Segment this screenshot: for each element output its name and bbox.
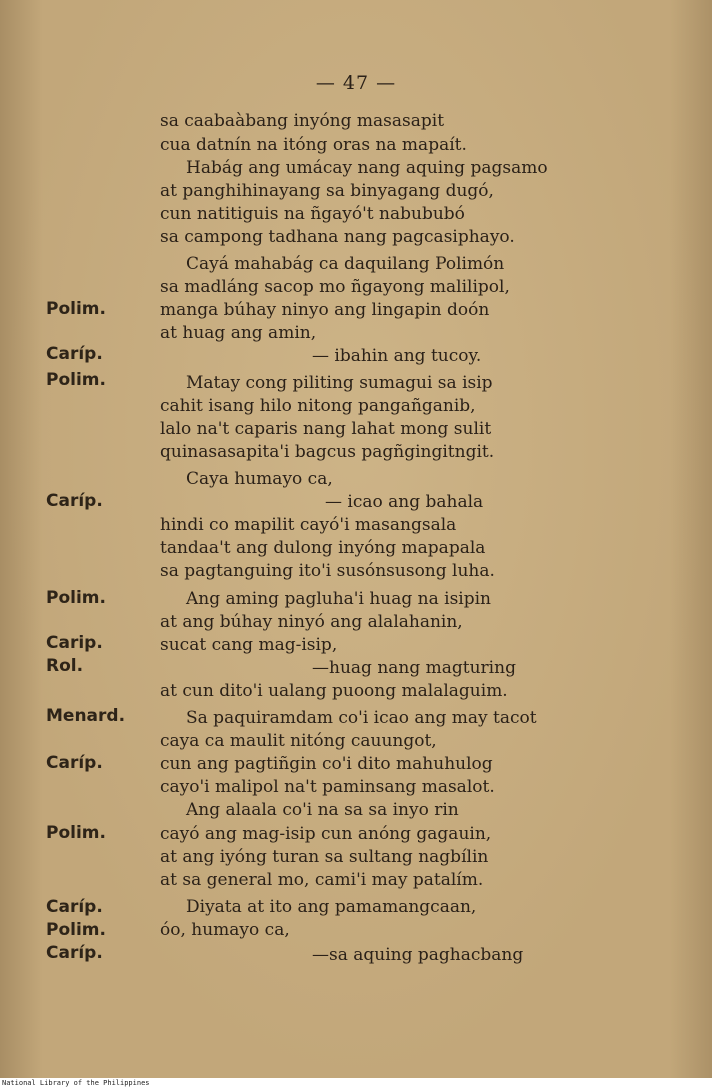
speaker-name: Caríp. [46, 344, 103, 364]
verse-line: at panghihinayang sa binyagang dugó, [160, 181, 494, 201]
speaker-name: Polim. [46, 920, 106, 940]
verse-line: at cun dito'i ualang puoong malalaguim. [160, 681, 508, 701]
verse-line: Diyata at ito ang pamamangcaan, [186, 897, 477, 917]
verse-line: lalo na't caparis nang lahat mong sulit [160, 419, 492, 439]
speaker-name: Carip. [46, 633, 103, 653]
speaker-name: Polim. [46, 823, 106, 843]
speaker-name: Caríp. [46, 897, 103, 917]
verse-line: at ang iyóng turan sa sultang nagbílin [160, 847, 489, 867]
verse-line: Ang alaala co'i na sa sa inyo rin [186, 800, 459, 820]
verse-line: at huag ang amin, [160, 323, 317, 343]
speaker-name: Caríp. [46, 491, 103, 511]
verse-line: cayó ang mag-isip cun anóng gagauin, [160, 824, 492, 844]
verse-line: cua datnín na itóng oras na mapaít. [160, 135, 467, 155]
speaker-name: Polim. [46, 299, 106, 319]
verse-line: at sa general mo, cami'i may patalím. [160, 870, 484, 890]
page-number: — 47 — [315, 72, 397, 94]
speaker-name: Caríp. [46, 753, 103, 773]
verse-line: cayo'i malipol na't paminsang masalot. [160, 777, 495, 797]
verse-line: Ang aming pagluha'i huag na isipin [186, 589, 491, 609]
verse-line: sa caabaàbang inyóng masasapit [160, 111, 445, 131]
verse-line: sa madláng sacop mo ñgayong malilipol, [160, 277, 510, 297]
verse-line: cun natitiguis na ñgayó't nabububó [160, 204, 465, 224]
verse-line: Matay cong piliting sumagui sa isip [186, 373, 493, 393]
verse-line: at ang búhay ninyó ang alalahanin, [160, 612, 463, 632]
verse-line: caya ca maulit nitóng cauungot, [160, 731, 437, 751]
speaker-name: Caríp. [46, 943, 103, 963]
verse-line: hindi co mapilit cayó'i masangsala [160, 515, 457, 535]
verse-line: Caya humayo ca, [186, 469, 333, 489]
verse-line: —huag nang magturing [312, 658, 516, 678]
footer-text: National Library of the Philippines [2, 1079, 150, 1087]
verse-line: — icao ang bahala [325, 492, 484, 512]
verse-line: quinasasapita'i bagcus pagñgingitngit. [160, 442, 495, 462]
verse-line: Cayá mahabág ca daquilang Polimón [186, 254, 505, 274]
verse-line: —sa aquing paghacbang [312, 945, 524, 965]
verse-line: tandaa't ang dulong inyóng mapapala [160, 538, 486, 558]
verse-line: cahit isang hilo nitong pangañganib, [160, 396, 476, 416]
verse-line: óo, humayo ca, [160, 920, 290, 940]
verse-line: sa campong tadhana nang pagcasiphayo. [160, 227, 515, 247]
verse-line: Sa paquiramdam co'i icao ang may tacot [186, 708, 537, 728]
speaker-name: Polim. [46, 370, 106, 390]
verse-line: Habág ang umácay nang aquing pagsamo [186, 158, 548, 178]
verse-line: sa pagtanguing ito'i susónsusong luha. [160, 561, 495, 581]
verse-line: cun ang pagtiñgin co'i dito mahuhulog [160, 754, 493, 774]
verse-line: — ibahin ang tucoy. [312, 346, 482, 366]
speaker-name: Polim. [46, 588, 106, 608]
library-footer [0, 1078, 712, 1088]
speaker-name: Rol. [46, 656, 84, 676]
verse-line: sucat cang mag-isip, [160, 635, 338, 655]
verse-line: manga búhay ninyo ang lingapin doón [160, 300, 490, 320]
speaker-name: Menard. [46, 706, 126, 726]
